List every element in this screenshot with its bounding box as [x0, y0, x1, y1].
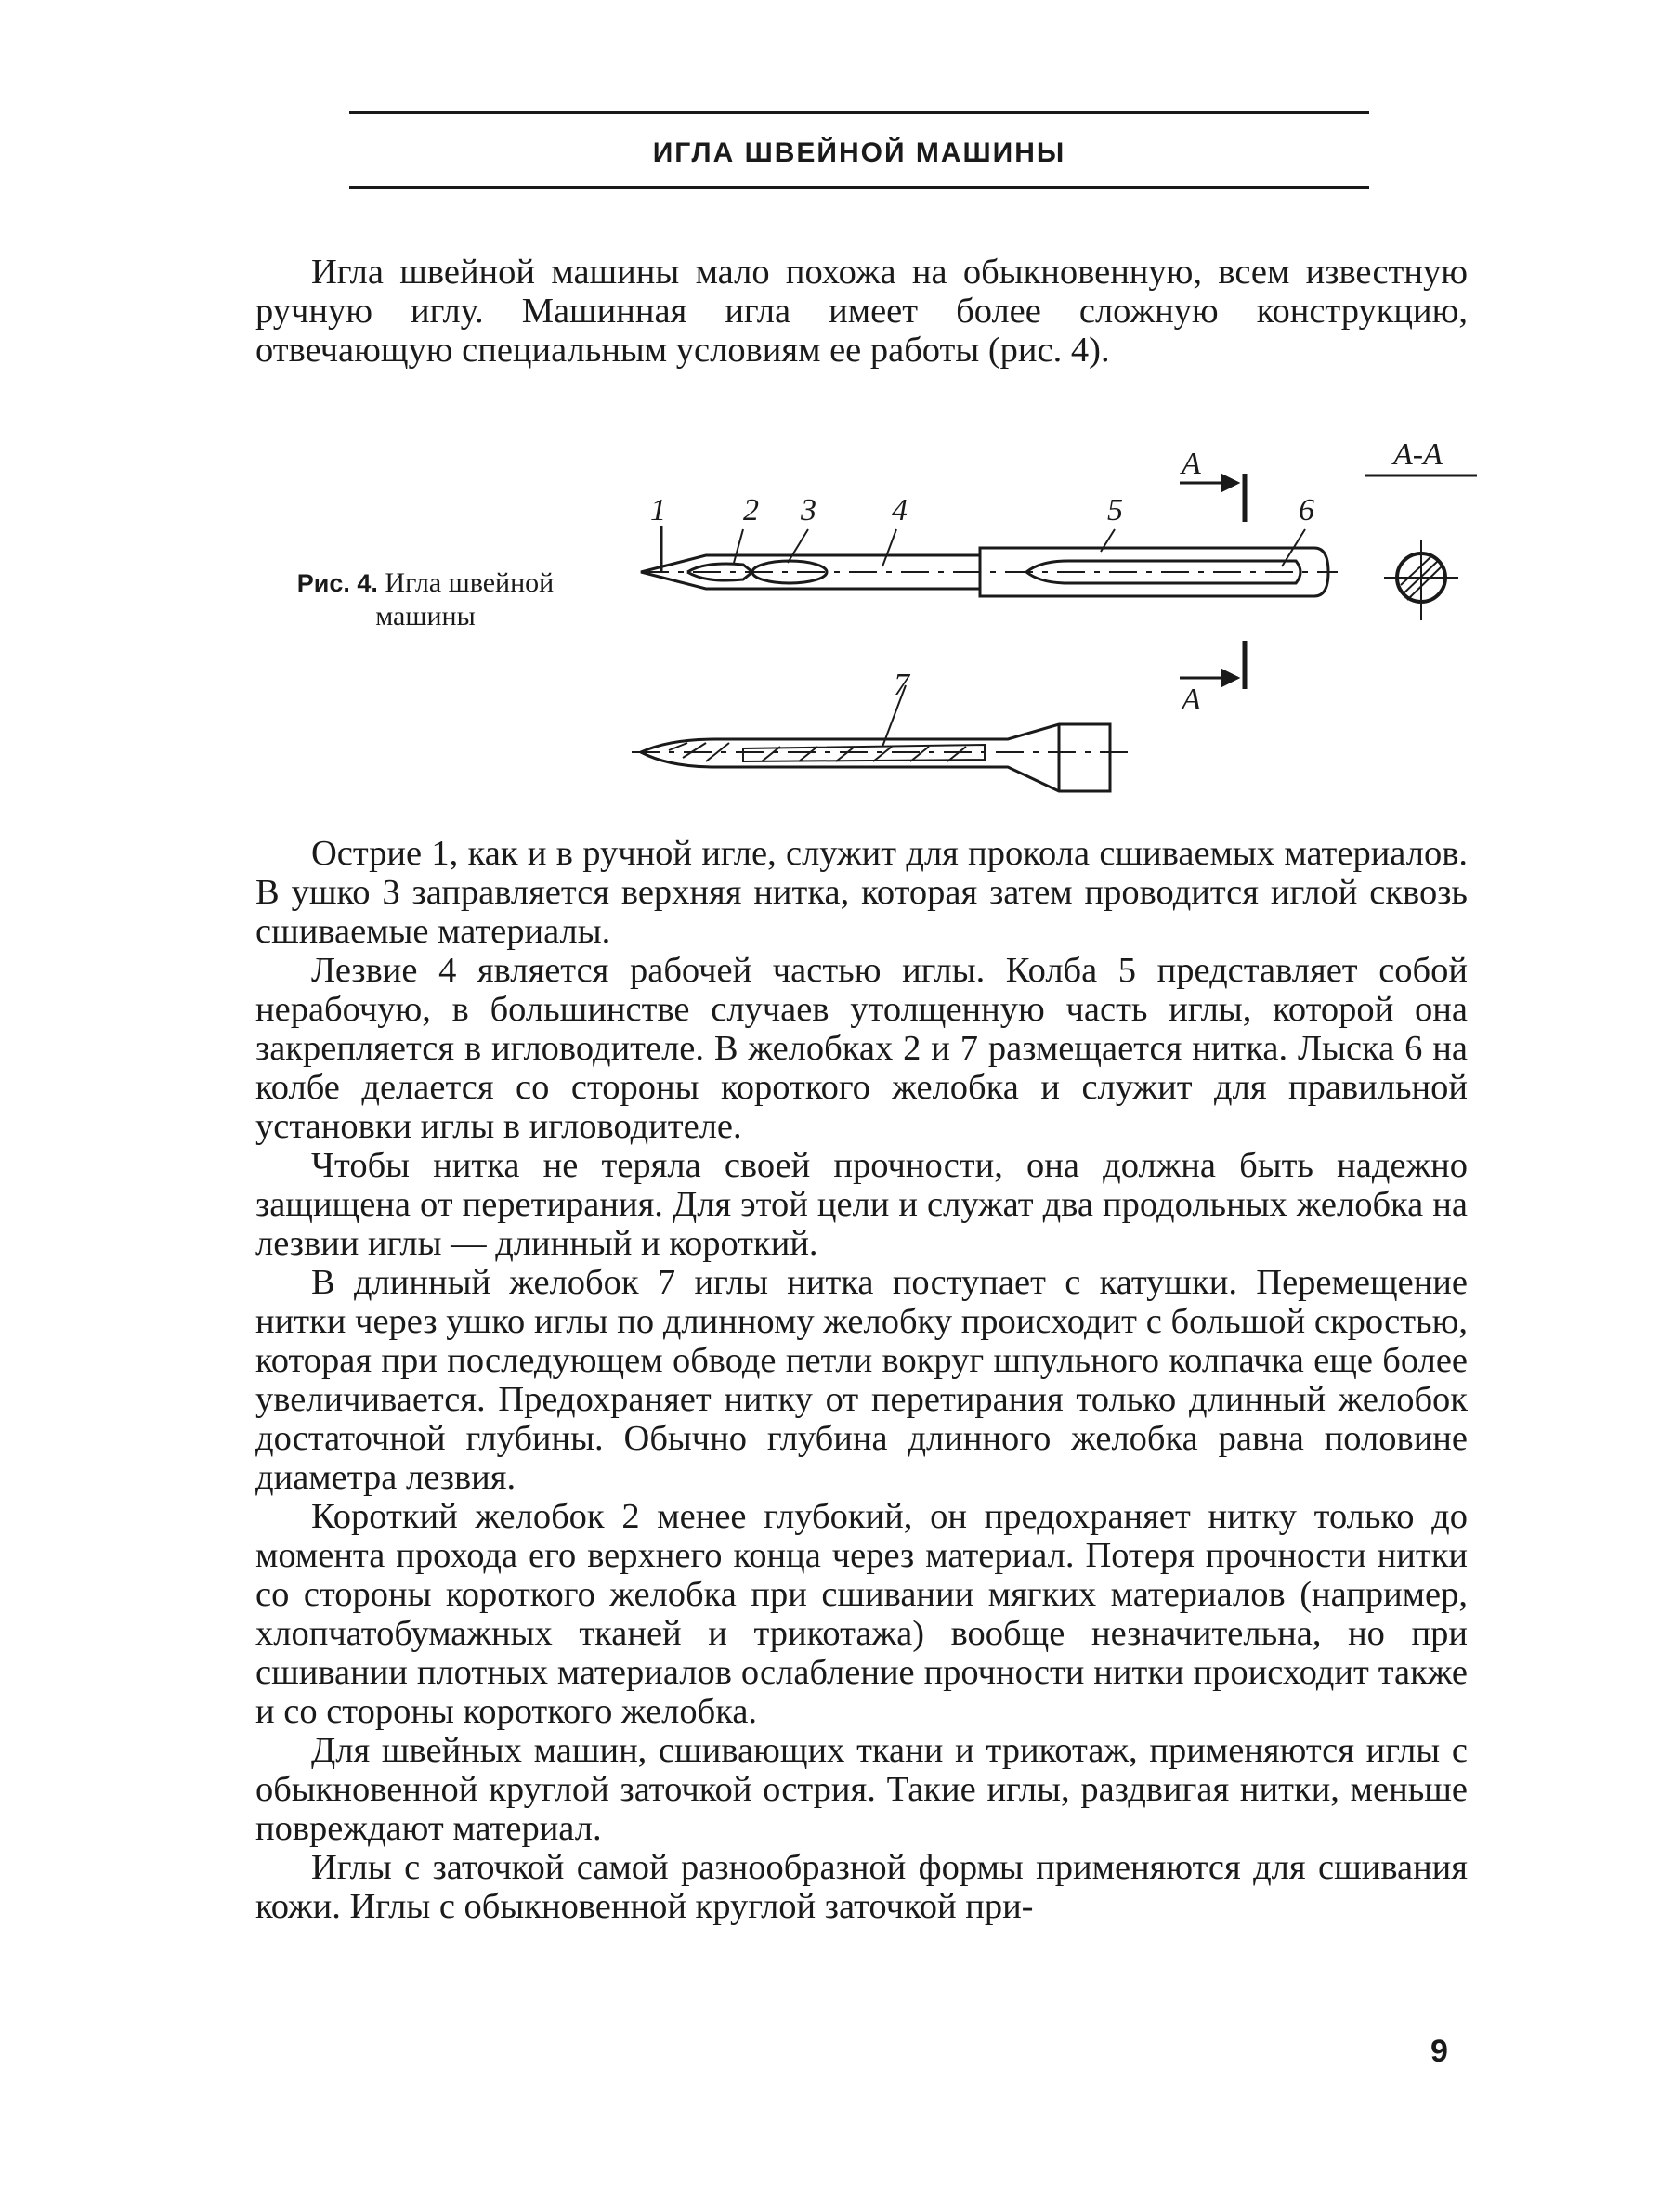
page-header-title: ИГЛА ШВЕЙНОЙ МАШИНЫ — [652, 137, 1066, 168]
header-rule-bottom — [349, 186, 1369, 189]
label-3: 3 — [801, 493, 816, 527]
paragraph: Иглы с заточкой самой разнообразной формы применяются для сшивания кожи. Иглы с обыкновенной круглой заточкой при- — [255, 1848, 1468, 1926]
label-6: 6 — [1299, 493, 1314, 527]
needle-figure — [0, 0, 1659, 836]
needle-side-view — [632, 685, 1129, 791]
page-number: 9 — [1430, 2034, 1448, 2069]
paragraph: Для швейных машин, сшивающих ткани и трикотаж, применяются иглы с обыкновенной круглой заточкой острия. Такие иглы, раздвигая нитки, меньше повреждают материал. — [255, 1731, 1468, 1848]
paragraph: Лезвие 4 является рабочей частью иглы. Колба 5 представляет собой нерабочую, в большинстве случаев утолщенную часть иглы, которой она закрепляется в игловодителе. В желобках 2 и 7 размещается нитка. Лыска 6 на колбе делается со стороны короткого желобка и служит для правильной установки иглы в игловодителе. — [255, 951, 1468, 1146]
paragraph: Короткий желобок 2 менее глубокий, он предохраняет нитку только до момента прохода его верхнего конца через материал. Потеря прочности нитки со стороны короткого желобка при сшивании мягких материалов (например, хлопчатобумажных тканей и трикотажа) вообще незначительна, но при сшивании плотных материалов ослабление прочности нитки происходит также и со стороны короткого желобка. — [255, 1497, 1468, 1731]
label-1: 1 — [650, 493, 666, 527]
section-mark-top: А — [1182, 447, 1201, 481]
caption-prefix: Рис. 4. — [296, 569, 378, 597]
figure-caption — [258, 566, 593, 633]
label-2: 2 — [743, 493, 759, 527]
paragraph: В длинный желобок 7 иглы нитка поступает с катушки. Перемещение нитки через ушко иглы по длинному желобку происходит с большой скростью, которая при последующем обводе петли вокруг шпульного колпачка еще более увеличивается. Предохраняет нитку от перетирания только длинный желобок достаточной глубины. Обычно глубина длинного желобка равна половине диаметра лезвия. — [255, 1263, 1468, 1497]
label-4: 4 — [892, 493, 908, 527]
label-7: 7 — [894, 668, 909, 702]
caption-text: Игла швейной машины — [375, 567, 555, 631]
body-text — [255, 834, 1468, 1926]
needle-top-view — [641, 526, 1338, 596]
intro-text: Игла швейной машины мало похожа на обыкновенную, всем известную ручную иглу. Машинная игла имеет более сложную конструкцию, отвечающую специальным условиям ее работы (рис. 4). — [255, 253, 1468, 370]
label-5: 5 — [1107, 493, 1123, 527]
header-rule-top — [349, 111, 1369, 114]
section-mark-bottom: А — [1182, 683, 1201, 717]
section-title: А-А — [1393, 437, 1443, 472]
paragraph: Чтобы нитка не теряла своей прочности, она должна быть надежно защищена от перетирания. Для этой цели и служат два продольных желобка на лезвии иглы — длинный и короткий. — [255, 1146, 1468, 1263]
paragraph: Острие 1, как и в ручной игле, служит для прокола сшиваемых материалов. В ушко 3 заправляется верхняя нитка, которая затем проводится иглой сквозь сшиваемые материалы. — [255, 834, 1468, 951]
intro-paragraph — [255, 253, 1468, 370]
